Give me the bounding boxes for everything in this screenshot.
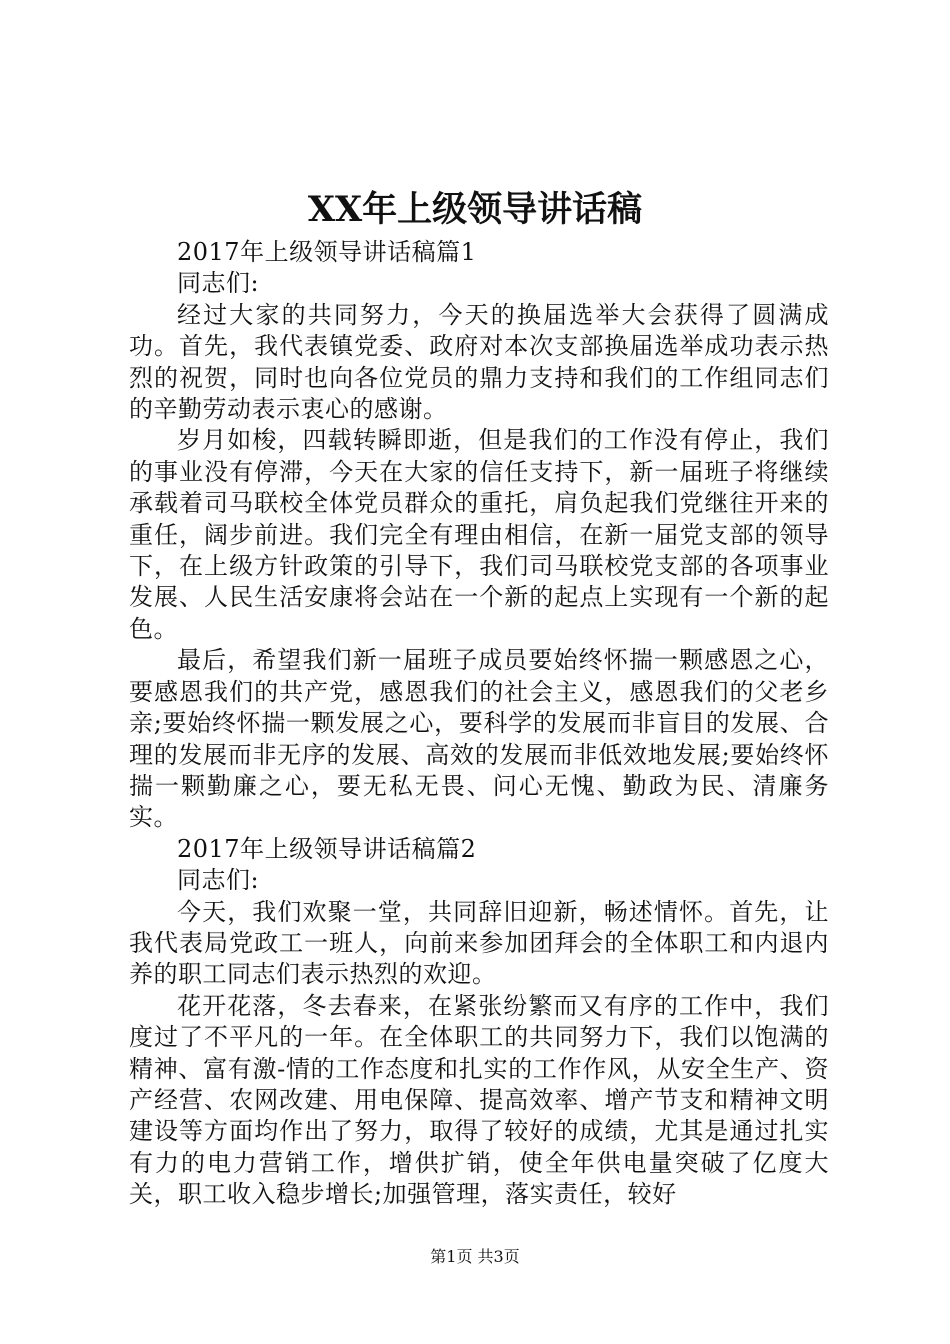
body-paragraph: 岁月如梭，四载转瞬即逝，但是我们的工作没有停止，我们的事业没有停滞，今天在大家的信任支持下，新一届班子将继续承载着司马联校全体党员群众的重托，肩负起我们党继往开来的重任，阔步前进。我们完全有理由相信，在新一届党支部的领导下，在上级方针政策的引导下，我们司马联校党支部的各项事业发展、人民生活安康将会站在一个新的起点上实现有一个新的起色。 (129, 426, 829, 643)
body-paragraph: 最后，希望我们新一届班子成员要始终怀揣一颗感恩之心，要感恩我们的共产党，感恩我们的社会主义，感恩我们的父老乡亲;要始终怀揣一颗发展之心，要科学的发展而非盲目的发展、合理的发展而非无序的发展、高效的发展而非低效地发展;要始终怀揣一颗勤廉之心，要无私无畏、问心无愧、勤政为民、清廉务实。 (129, 646, 829, 832)
body-paragraph: 花开花落，冬去春来，在紧张纷繁而又有序的工作中，我们度过了不平凡的一年。在全体职工的共同努力下，我们以饱满的精神、富有激-情的工作态度和扎实的工作作风，从安全生产、资产经营、农网改建、用电保障、提高效率、增产节支和精神文明建设等方面均作出了努力，取得了较好的成绩，尤其是通过扎实有力的电力营销工作，增供扩销，使全年供电量突破了亿度大关，职工收入稳步增长;加强管理，落实责任，较好 (129, 991, 829, 1209)
body-paragraph: 经过大家的共同努力，今天的换届选举大会获得了圆满成功。首先，我代表镇党委、政府对本次支部换届选举成功表示热烈的祝贺，同时也向各位党员的鼎力支持和我们的工作组同志们的辛勤劳动表示衷心的感谢。 (129, 300, 829, 424)
section-heading-1: 2017年上级领导讲话稿篇1 (177, 238, 477, 266)
section-heading-2: 2017年上级领导讲话稿篇2 (177, 834, 477, 863)
document-body (129, 237, 829, 1211)
body-paragraph: 今天，我们欢聚一堂，共同辞旧迎新，畅述情怀。首先，让我代表局党政工一班人，向前来参加团拜会的全体职工和内退内养的职工同志们表示热烈的欢迎。 (129, 897, 829, 989)
document-title: XX年上级领导讲话稿 (307, 189, 643, 230)
salutation-1: 同志们: (177, 269, 260, 298)
page-footer: 第1页 共3页 (430, 1247, 520, 1266)
salutation-2: 同志们: (177, 866, 260, 895)
